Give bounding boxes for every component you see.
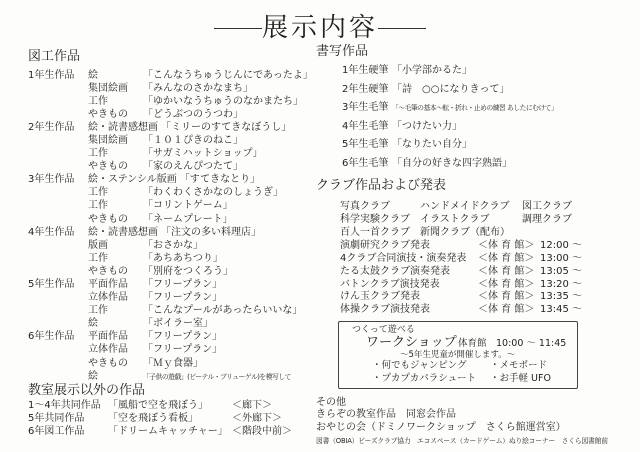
work-title: 「フリープラン」 — [143, 279, 223, 290]
other-work-group: 1～4年共同作品 — [28, 399, 101, 411]
club-performance-list — [316, 240, 626, 316]
workshop-lead: つくって遊べる — [352, 325, 415, 335]
medium-label: 工作 — [88, 148, 108, 160]
medium-label: やきもの — [88, 213, 128, 225]
performance-time: 13:05 ～ — [540, 265, 582, 277]
work-title: 「どうぶつのうつわ」 — [143, 108, 243, 120]
artwork-row — [26, 330, 316, 343]
performance-name: たる太鼓クラブ演奏発表 — [340, 265, 450, 277]
artwork-row — [26, 213, 316, 226]
work-title: 「ミリーのすてきなぼうし」 — [161, 121, 292, 133]
work-title: 「ボイラー室」 — [143, 318, 213, 330]
club-name: 科学実験クラブ — [340, 214, 410, 226]
artwork-row — [26, 304, 316, 317]
artwork-row — [26, 121, 316, 134]
medium-label: 平面作品 — [88, 331, 128, 343]
grade-label: 6年生作品 — [28, 331, 75, 343]
other-work-place: ＜階段中前＞ — [232, 425, 292, 437]
artwork-row — [26, 291, 316, 304]
work-title: 「子供の遊戯」(ピーテル・ブリューゲル)を模写して — [143, 372, 291, 381]
others-line: 図書（OBIA）ビーズクラブ協力 エコスペース（カードゲーム）ぬり絵コーナー さくら図書館前 — [316, 436, 608, 445]
shosha-row — [316, 155, 626, 174]
other-works-heading: 教室展示以外の作品 — [28, 382, 146, 398]
performance-venue: ＜体 育 館＞ — [478, 240, 535, 252]
medium-label: 平面作品 — [88, 279, 128, 290]
shosha-row — [316, 99, 626, 118]
club-heading: クラブ作品および発表 — [316, 177, 447, 193]
club-name: 百人一首クラブ — [340, 227, 410, 239]
club-exhibit-list — [316, 200, 626, 239]
other-work-row — [26, 399, 316, 412]
shosha-grade: 6年生毛筆 — [342, 157, 389, 169]
artwork-row — [26, 95, 316, 108]
shosha-grade: 3年生毛筆 — [342, 102, 389, 114]
other-work-row — [26, 425, 316, 438]
page-title: 展示内容 — [261, 13, 378, 43]
performance-venue: ＜体 育 館＞ — [478, 303, 535, 315]
medium-label: 絵・読書感想画 — [88, 226, 158, 238]
work-title: 「家のえんぴつたて」 — [143, 161, 243, 173]
performance-row — [316, 266, 626, 279]
performance-venue: ＜体 育 館＞ — [478, 253, 535, 265]
other-work-title: 「風船で空を飛ぼう」 — [108, 399, 208, 411]
performance-row — [316, 291, 626, 304]
artwork-row — [26, 226, 316, 239]
work-title: 「１０１ぴきのねこ」 — [143, 134, 243, 146]
shosha-title: 「～毛筆の基本～転・折れ・止めの練習 あしたにむけて」 — [392, 104, 558, 113]
workshop-item: ・プカプカパラシュート — [372, 373, 477, 384]
shosha-list — [316, 62, 626, 174]
performance-row — [316, 240, 626, 253]
right-column — [316, 43, 626, 317]
shosha-row — [316, 62, 626, 81]
workshop-item: ・何でもジャンピング — [372, 360, 467, 371]
work-title: 「ネームプレート」 — [143, 213, 233, 225]
performance-row — [316, 253, 626, 266]
grade-label: 3年生作品 — [28, 174, 75, 186]
work-title: 「おさかな」 — [143, 239, 203, 251]
medium-label: 絵・ステンシル版画 — [88, 174, 177, 186]
performance-row — [316, 304, 626, 317]
workshop-box — [338, 321, 578, 389]
artwork-row — [26, 317, 316, 330]
club-exhibit-row — [316, 213, 626, 226]
shosha-grade: 2年生硬筆 — [342, 83, 389, 95]
club-name: イラストクラブ — [420, 214, 490, 226]
other-work-title: 「ドリームキャッチャー」 — [108, 425, 228, 437]
shosha-row — [316, 118, 626, 137]
artwork-row — [26, 82, 316, 95]
shosha-title: 「なりたい自分」 — [392, 139, 472, 151]
grade-label: 2年生作品 — [28, 121, 75, 133]
medium-label: 絵 — [88, 370, 98, 382]
work-title: 「みんなのさかなまち」 — [143, 82, 253, 94]
artwork-row — [26, 252, 316, 265]
performance-time: 13:20 ～ — [540, 278, 582, 290]
shosha-grade: 5年生毛筆 — [342, 139, 389, 151]
club-name: ハンドメイドクラブ — [420, 201, 510, 213]
work-title: 「コリントゲーム」 — [143, 200, 233, 212]
work-title: 「こんなプールがあったらいいな」 — [143, 305, 303, 317]
others-line: きらぞの教室作品 同窓会作品 — [316, 409, 456, 421]
performance-time: 13:45 ～ — [540, 303, 582, 315]
shosha-row — [316, 136, 626, 155]
shosha-grade: 4年生毛筆 — [342, 120, 389, 132]
work-title: 「わくわくさかなのしょうぎ」 — [143, 187, 283, 199]
medium-label: 工作 — [88, 305, 108, 317]
artwork-row — [26, 343, 316, 356]
medium-label: 工作 — [88, 252, 108, 264]
shosha-grade: 1年生硬筆 — [342, 65, 389, 76]
left-column — [26, 48, 316, 438]
medium-label: やきもの — [88, 265, 128, 277]
work-title: 「別府をつくろう」 — [143, 265, 233, 277]
performance-name: けん玉クラブ発表 — [340, 291, 420, 303]
artwork-row — [26, 69, 316, 82]
grade-label: 1年生作品 — [28, 69, 75, 81]
work-title: 「フリープラン」 — [143, 292, 223, 304]
work-title: 「注文の多い料理店」 — [161, 226, 261, 238]
medium-label: やきもの — [88, 357, 128, 369]
shosha-title: 「つけたい力」 — [392, 120, 462, 132]
club-exhibit-row — [316, 226, 626, 239]
artwork-row — [26, 357, 316, 370]
medium-label: 絵・読書感想画 — [88, 121, 158, 133]
performance-name: 4クラブ合同演技・演奏発表 — [340, 253, 467, 265]
artwork-row — [26, 265, 316, 278]
zukou-list — [26, 69, 316, 383]
club-name: 調理クラブ — [522, 214, 572, 226]
work-title: 「Ｍｙ食器」 — [143, 357, 203, 369]
medium-label: 絵 — [88, 318, 98, 330]
performance-time: 12:00 ～ — [540, 240, 582, 252]
artwork-row — [26, 370, 316, 383]
medium-label: 工作 — [88, 187, 108, 199]
others-list — [316, 409, 634, 447]
artwork-row — [26, 278, 316, 291]
workshop-item: ・メモボード — [490, 360, 548, 371]
medium-label: 立体作品 — [88, 344, 128, 356]
others-section — [316, 397, 634, 448]
performance-name: 体操クラブ演技発表 — [340, 303, 430, 315]
others-heading: その他 — [316, 396, 346, 408]
performance-time: 13:35 ～ — [540, 291, 582, 303]
medium-label: 絵 — [88, 69, 98, 81]
artwork-row — [26, 160, 316, 173]
zukou-heading: 図工作品 — [28, 49, 81, 64]
shosha-title: 「小学部かるた」 — [392, 65, 472, 76]
artwork-row — [26, 173, 316, 186]
shosha-title: 「詩 ○○になりきって」 — [392, 83, 510, 95]
medium-label: 集団絵画 — [88, 134, 128, 146]
club-name: 新聞クラブ（配布） — [420, 227, 510, 239]
other-work-place: ＜外廊下＞ — [232, 412, 282, 424]
performance-venue: ＜体 育 館＞ — [478, 265, 535, 277]
work-title: 「フリープラン」 — [143, 331, 223, 343]
title-area — [0, 8, 640, 48]
medium-label: 工作 — [88, 200, 108, 212]
workshop-item: ・お手軽 UFO — [490, 373, 551, 384]
artwork-row — [26, 147, 316, 160]
workshop-note: ～5年生児童が開催します。～ — [400, 350, 516, 360]
artwork-row — [26, 108, 316, 121]
work-title: 「サガミハットショップ」 — [143, 148, 263, 160]
shosha-title: 「自分の好きな四字熟語」 — [392, 157, 512, 169]
others-line: おやじの会（ドミノワークショップ さくら館運営室） — [316, 422, 566, 434]
medium-label: 版画 — [88, 239, 108, 251]
performance-venue: ＜体 育 館＞ — [478, 291, 535, 303]
medium-label: やきもの — [88, 108, 128, 120]
medium-label: 集団絵画 — [88, 82, 128, 94]
performance-name: 演劇研究クラブ発表 — [340, 240, 430, 252]
workshop-title: ワークショップ — [366, 335, 457, 350]
shosha-row — [316, 81, 626, 100]
medium-label: 立体作品 — [88, 292, 128, 304]
performance-venue: ＜体 育 館＞ — [478, 278, 535, 290]
club-exhibit-row — [316, 200, 626, 213]
work-title: 「フリープラン」 — [143, 344, 223, 356]
other-work-row — [26, 412, 316, 425]
other-work-group: 5年共同作品 — [28, 412, 85, 424]
work-title: 「すてきなとり」 — [179, 174, 261, 186]
performance-time: 13:00 ～ — [540, 253, 582, 265]
club-name: 図工クラブ — [522, 201, 572, 213]
performance-name: バトンクラブ演技発表 — [340, 278, 440, 290]
artwork-row — [26, 239, 316, 252]
work-title: 「ゆかいなうちゅうのなかまたち」 — [143, 95, 303, 107]
artwork-row — [26, 186, 316, 199]
medium-label: 工作 — [88, 95, 108, 107]
other-work-group: 6年図工作品 — [28, 425, 85, 437]
other-work-title: 「空を飛ぼう看板」 — [108, 412, 198, 424]
other-works-list — [26, 399, 316, 438]
grade-label: 5年生作品 — [28, 279, 75, 290]
grade-label: 4年生作品 — [28, 226, 75, 238]
artwork-row — [26, 134, 316, 147]
artwork-row — [26, 199, 316, 212]
performance-row — [316, 279, 626, 292]
work-title: 「あちあちつり」 — [143, 252, 223, 264]
medium-label: やきもの — [88, 161, 128, 173]
title-rule-right — [378, 28, 426, 29]
work-title: 「こんなうちゅうじんにであったよ」 — [143, 69, 313, 81]
club-name: 写真クラブ — [340, 201, 390, 213]
workshop-venue-time: 体育館 10:00 ～ 11:45 — [458, 338, 567, 349]
other-work-place: ＜廊下＞ — [232, 399, 272, 411]
shosha-heading: 書写作品 — [316, 44, 369, 59]
